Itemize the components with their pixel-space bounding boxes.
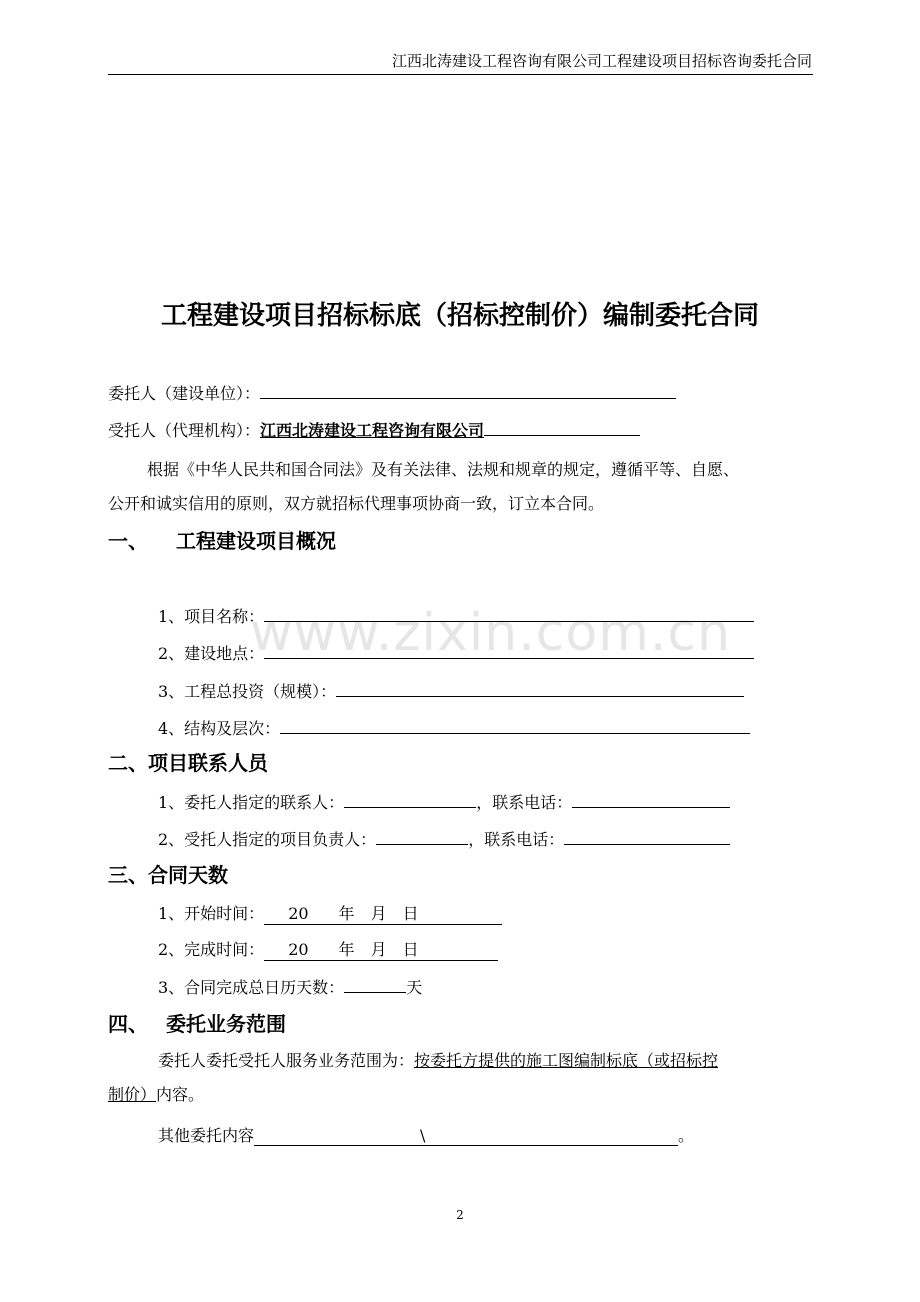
start-year-prefix: 20 <box>288 904 309 923</box>
agent-blank-tail <box>484 417 640 436</box>
project-name-line <box>158 603 754 627</box>
intro-line-2: 公开和诚实信用的原则，双方就招标代理事项协商一致，订立本合同。 <box>108 494 605 513</box>
running-header: 江西北涛建设工程咨询有限公司工程建设项目招标咨询委托合同 <box>391 52 812 70</box>
other-scope-end: 。 <box>678 1126 695 1145</box>
location-blank[interactable] <box>264 640 754 659</box>
days-unit: 天 <box>406 978 423 997</box>
page-number: 2 <box>456 1208 464 1222</box>
location-line <box>158 640 754 664</box>
section-4-title: 委托业务范围 <box>166 1012 286 1036</box>
client-phone-blank[interactable] <box>572 789 730 808</box>
other-scope-label: 其他委托内容 <box>158 1126 255 1145</box>
end-year-prefix: 20 <box>288 940 309 959</box>
end-month-label: 月 <box>370 940 387 959</box>
watermark: www.zixin.com.cn <box>250 603 731 663</box>
client-line <box>108 380 676 404</box>
total-days-label: 3、合同完成总日历天数： <box>158 978 345 997</box>
agent-line <box>108 417 640 441</box>
structure-blank[interactable] <box>280 715 750 734</box>
project-name-label: 1、项目名称： <box>158 607 265 626</box>
client-contact-label: 1、委托人指定的联系人： <box>158 793 345 812</box>
end-year-label: 年 <box>338 940 355 959</box>
structure-line <box>158 715 750 739</box>
agent-phone-blank[interactable] <box>564 826 730 845</box>
end-date-line <box>158 937 498 961</box>
agent-label: 受托人（代理机构）： <box>108 421 261 440</box>
start-day-label: 日 <box>402 904 419 923</box>
section-2-heading: 二、项目联系人员 <box>108 751 268 775</box>
other-scope-line <box>158 1123 694 1146</box>
end-date-label: 2、完成时间： <box>158 940 265 959</box>
start-date-field[interactable] <box>264 901 502 925</box>
agent-contact-label: 2、受托人指定的项目负责人： <box>158 830 377 849</box>
investment-label: 3、工程总投资（规模）： <box>158 682 337 701</box>
intro-line-1: 根据《中华人民共和国合同法》及有关法律、法规和规章的规定，遵循平等、自愿、 <box>147 460 740 479</box>
investment-blank[interactable] <box>336 678 744 697</box>
other-scope-mark: \ <box>420 1126 426 1145</box>
start-year-label: 年 <box>338 904 355 923</box>
start-month-label: 月 <box>370 904 387 923</box>
client-contact-line <box>158 789 730 813</box>
client-label: 委托人（建设单位）： <box>108 384 261 403</box>
client-contact-blank[interactable] <box>344 789 476 808</box>
agent-phone-label: ，联系电话： <box>468 830 565 849</box>
client-blank[interactable] <box>260 380 676 399</box>
scope-suffix: 内容。 <box>156 1085 205 1104</box>
section-1-number: 一、 <box>108 529 148 553</box>
agent-contact-blank[interactable] <box>376 826 468 845</box>
agent-contact-line <box>158 826 730 850</box>
section-4-heading <box>108 1008 286 1037</box>
investment-line <box>158 678 744 702</box>
structure-label: 4、结构及层次： <box>158 719 281 738</box>
section-4-number: 四、 <box>108 1012 148 1036</box>
section-3-heading: 三、合同天数 <box>108 863 228 887</box>
total-days-blank[interactable] <box>344 974 406 993</box>
client-phone-label: ，联系电话： <box>476 793 573 812</box>
document-title: 工程建设项目招标标底（招标控制价）编制委托合同 <box>160 301 759 331</box>
section-1-heading <box>108 525 336 554</box>
scope-line-2 <box>108 1082 204 1105</box>
end-day-label: 日 <box>402 940 419 959</box>
scope-text-2: 制价） <box>108 1085 157 1104</box>
start-date-label: 1、开始时间： <box>158 904 265 923</box>
scope-prefix: 委托人委托受托人服务业务范围为： <box>158 1051 415 1070</box>
location-label: 2、建设地点： <box>158 644 265 663</box>
header-rule <box>108 74 813 75</box>
scope-line-1 <box>158 1048 718 1071</box>
total-days-line <box>158 974 422 998</box>
scope-text-1: 按委托方提供的施工图编制标底（或招标控 <box>414 1051 719 1070</box>
agent-name: 江西北涛建设工程咨询有限公司 <box>260 421 485 440</box>
project-name-blank[interactable] <box>264 603 754 622</box>
start-date-line <box>158 901 502 925</box>
end-date-field[interactable] <box>264 937 498 961</box>
other-scope-field[interactable] <box>254 1126 678 1146</box>
section-1-title: 工程建设项目概况 <box>176 529 336 553</box>
